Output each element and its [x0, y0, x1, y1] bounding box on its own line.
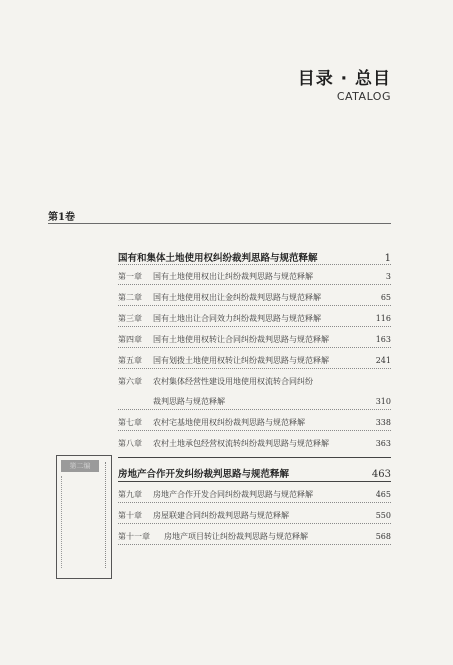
part-page: 463	[371, 469, 391, 480]
chapter-title: 国有土地出让合同效力纠纷裁判思路与规范释解	[153, 314, 321, 323]
part-heading[interactable]	[118, 466, 391, 480]
part-badge-label: 第二编	[61, 460, 99, 472]
toc-entry[interactable]	[118, 510, 391, 521]
chapter-title: 农村集体经营性建设用地使用权流转合同纠纷	[153, 377, 313, 386]
chapter-number: 第四章	[118, 335, 142, 344]
chapter-number: 第六章	[118, 377, 142, 386]
chapter-title-continued: 裁判思路与规范释解	[153, 397, 225, 406]
chapter-title: 房地产项目转让纠纷裁判思路与规范释解	[164, 532, 308, 541]
toc-entry[interactable]	[118, 292, 391, 303]
chapter-page: 465	[375, 490, 391, 499]
part-title: 国有和集体土地使用权纠纷裁判思路与规范释解	[118, 253, 318, 264]
chapter-number: 第十一章	[118, 532, 150, 541]
chapter-page: 241	[375, 356, 391, 365]
toc-entry[interactable]	[118, 334, 391, 345]
divider	[118, 409, 391, 410]
chapter-page: 310	[375, 397, 391, 406]
chapter-title: 国有土地使用权出让金纠纷裁判思路与规范释解	[153, 293, 321, 302]
divider	[118, 502, 391, 503]
divider	[118, 326, 391, 327]
badge-rule	[61, 476, 63, 568]
chapter-page: 116	[375, 314, 391, 323]
part-badge	[56, 455, 112, 579]
toc-entry[interactable]	[118, 313, 391, 324]
chapter-number: 第七章	[118, 418, 142, 427]
chapter-title: 国有土地使用权转让合同纠纷裁判思路与规范释解	[153, 335, 329, 344]
part-bottom-rule	[118, 481, 391, 482]
chapter-page: 65	[380, 293, 391, 302]
chapter-title: 国有土地使用权出让纠纷裁判思路与规范释解	[153, 272, 313, 281]
toc-entry-continuation[interactable]	[118, 396, 391, 407]
toc-entry[interactable]	[118, 271, 391, 282]
divider	[118, 523, 391, 524]
chapter-number: 第九章	[118, 490, 142, 499]
chapter-title: 房屋联建合同纠纷裁判思路与规范释解	[153, 511, 289, 520]
chapter-number: 第三章	[118, 314, 142, 323]
chapter-number: 第五章	[118, 356, 142, 365]
chapter-number: 第二章	[118, 293, 142, 302]
toc-entry[interactable]	[118, 376, 391, 387]
chapter-title: 农村土地承包经营权流转纠纷裁判思路与规范释解	[153, 439, 329, 448]
chapter-number: 第八章	[118, 439, 142, 448]
chapter-title: 国有划拨土地使用权转让纠纷裁判思路与规范释解	[153, 356, 329, 365]
chapter-number: 第一章	[118, 272, 142, 281]
page-subtitle: CATALOG	[336, 90, 391, 103]
part-top-rule	[118, 457, 391, 458]
chapter-number: 第十章	[118, 511, 142, 520]
divider	[118, 305, 391, 306]
part-page: 1	[384, 253, 391, 264]
toc-entry[interactable]	[118, 417, 391, 428]
chapter-title: 农村宅基地使用权纠纷裁判思路与规范释解	[153, 418, 305, 427]
chapter-page: 568	[375, 532, 391, 541]
divider	[118, 264, 391, 265]
divider	[118, 368, 391, 369]
chapter-page: 338	[375, 418, 391, 427]
chapter-page: 550	[375, 511, 391, 520]
chapter-page: 163	[375, 335, 391, 344]
page-title: 目录 · 总目	[297, 69, 391, 89]
part-heading[interactable]	[118, 250, 391, 264]
chapter-title: 房地产合作开发合同纠纷裁判思路与规范释解	[153, 490, 313, 499]
part-title: 房地产合作开发纠纷裁判思路与规范释解	[118, 469, 290, 480]
divider	[118, 284, 391, 285]
toc-entry[interactable]	[118, 355, 391, 366]
toc-entry[interactable]	[118, 438, 391, 449]
badge-rule	[105, 462, 107, 568]
toc-entry[interactable]	[118, 531, 391, 542]
volume-label: 第1卷	[48, 212, 75, 223]
volume-divider	[48, 223, 391, 224]
chapter-page: 3	[385, 272, 391, 281]
divider	[118, 347, 391, 348]
toc-entry[interactable]	[118, 489, 391, 500]
chapter-page: 363	[375, 439, 391, 448]
divider	[118, 544, 391, 545]
divider	[118, 430, 391, 431]
